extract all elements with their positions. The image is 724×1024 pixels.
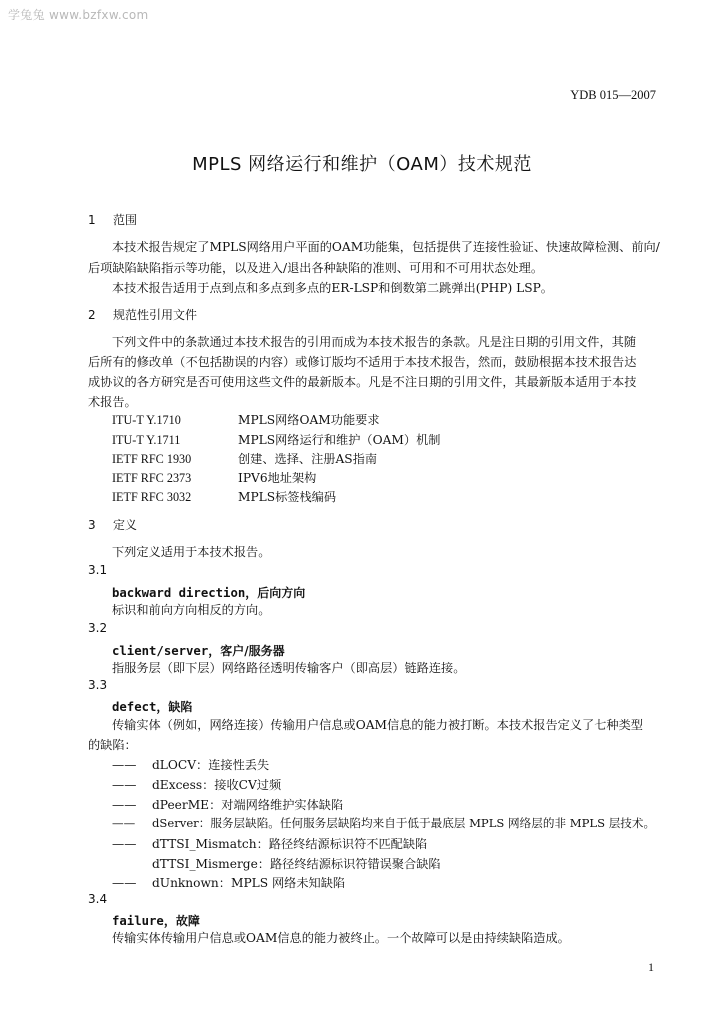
page-title: MPLS 网络运行和维护（OAM）技术规范 [192, 154, 532, 175]
defect-list-item [112, 874, 345, 891]
paragraph-line: 本技术报告适用于点到点和多点到多点的ER-LSP和倒数第二跳弹出(PHP) LSP。 [112, 281, 553, 295]
section-number: 3 [88, 518, 96, 532]
definition-term [112, 640, 285, 659]
section-1-heading [88, 211, 137, 228]
list-dash: —— [112, 837, 137, 851]
defect-text: dLOCV：连接性丢失 [152, 758, 270, 772]
reference-title: 创建、选择、注册AS指南 [238, 452, 378, 466]
definition-text: 标识和前向方向相反的方向。 [112, 603, 271, 617]
term-en: defect [112, 700, 157, 714]
list-dash: —— [112, 758, 137, 772]
list-dash: —— [112, 876, 137, 890]
definition-text: 传输实体传输用户信息或OAM信息的能力被终止。一个故障可以是由持续缺陷造成。 [112, 931, 570, 945]
defect-list-item [112, 796, 343, 813]
term-cn: ，故障 [163, 914, 200, 928]
reference-code: ITU-T Y.1711 [112, 433, 181, 447]
defect-list-item [112, 776, 281, 793]
defect-text: dServer：服务层缺陷。任何服务层缺陷均来自于低于最底层 MPLS 网络层的非 MPLS 层技术。 [152, 816, 656, 830]
term-en: failure [112, 914, 164, 928]
defect-list-item [112, 835, 427, 852]
watermark: 学兔兔 www.bzfxw.com [8, 8, 149, 22]
reference-code: IETF RFC 3032 [112, 490, 192, 504]
definition-term [112, 910, 200, 929]
defect-list-item [112, 756, 269, 773]
section-title: 定义 [113, 518, 138, 532]
term-en: client/server [112, 644, 209, 658]
reference-entry [112, 488, 336, 505]
reference-entry [112, 450, 377, 467]
reference-code: IETF RFC 2373 [112, 471, 192, 485]
section-number: 1 [88, 213, 96, 227]
definition-number: 3.3 [88, 678, 108, 692]
term-cn: ，后向方向 [245, 586, 306, 600]
list-dash: —— [112, 778, 137, 792]
defect-text: dUnknown：MPLS 网络未知缺陷 [152, 876, 346, 890]
section-title: 规范性引用文件 [113, 308, 198, 322]
reference-code: ITU-T Y.1710 [112, 413, 181, 427]
defect-text: dTTSI_Mismerge：路径终结源标识符错误聚合缺陷 [152, 857, 441, 871]
term-en: backward direction [112, 586, 246, 600]
list-dash: —— [112, 798, 137, 812]
paragraph-line: 成协议的各方研究是否可使用这些文件的最新版本。凡是不注日期的引用文件，其最新版本适用于本技 [88, 375, 637, 389]
reference-title: MPLS标签栈编码 [238, 490, 337, 504]
definition-number: 3.4 [88, 892, 108, 906]
paragraph-line: 后所有的修改单（不包括勘误的内容）或修订版均不适用于本技术报告，然而，鼓励根据本技术报告达 [88, 355, 637, 369]
paragraph-line: 后项缺陷缺陷指示等功能，以及进入/退出各种缺陷的准则、可用和不可用状态处理。 [88, 261, 544, 275]
section-number: 2 [88, 308, 96, 322]
definition-text: 指服务层（即下层）网络路径透明传输客户（即高层）链路连接。 [112, 661, 466, 675]
paragraph-line: 下列定义适用于本技术报告。 [112, 545, 271, 559]
section-2-heading [88, 306, 197, 323]
reference-title: MPLS网络OAM功能要求 [238, 413, 380, 427]
defect-text: dPeerME：对端网络维护实体缺陷 [152, 798, 344, 812]
definition-term [112, 696, 192, 715]
term-cn: ，缺陷 [156, 700, 193, 714]
page-number: 1 [648, 960, 654, 974]
defect-list-item [112, 815, 655, 831]
definition-term [112, 582, 305, 601]
definition-number: 3.1 [88, 563, 108, 577]
defect-text: dTTSI_Mismatch：路径终结源标识符不匹配缺陷 [152, 837, 428, 851]
paragraph-line: 下列文件中的条款通过本技术报告的引用而成为本技术报告的条款。凡是注日期的引用文件，其随 [112, 335, 637, 349]
definition-text: 的缺陷： [88, 738, 137, 752]
list-dash: —— [112, 816, 136, 830]
reference-entry [112, 469, 316, 486]
section-3-heading [88, 516, 137, 533]
defect-text: dExcess：接收CV过频 [152, 778, 282, 792]
reference-title: MPLS网络运行和维护（OAM）机制 [238, 433, 441, 447]
document-id: YDB 015—2007 [570, 88, 656, 102]
defect-list-item [112, 855, 441, 872]
reference-title: IPV6地址架构 [238, 471, 317, 485]
reference-entry [112, 411, 380, 428]
paragraph-line: 本技术报告规定了MPLS网络用户平面的OAM功能集，包括提供了连接性验证、快速故障检测、前向/ [112, 240, 660, 254]
term-cn: ，客户/服务器 [208, 644, 285, 658]
definition-text: 传输实体（例如，网络连接）传输用户信息或OAM信息的能力被打断。本技术报告定义了七种类型 [112, 718, 643, 732]
paragraph-line: 术报告。 [88, 395, 137, 409]
reference-entry [112, 431, 440, 448]
reference-code: IETF RFC 1930 [112, 452, 192, 466]
definition-number: 3.2 [88, 621, 108, 635]
section-title: 范围 [113, 213, 138, 227]
